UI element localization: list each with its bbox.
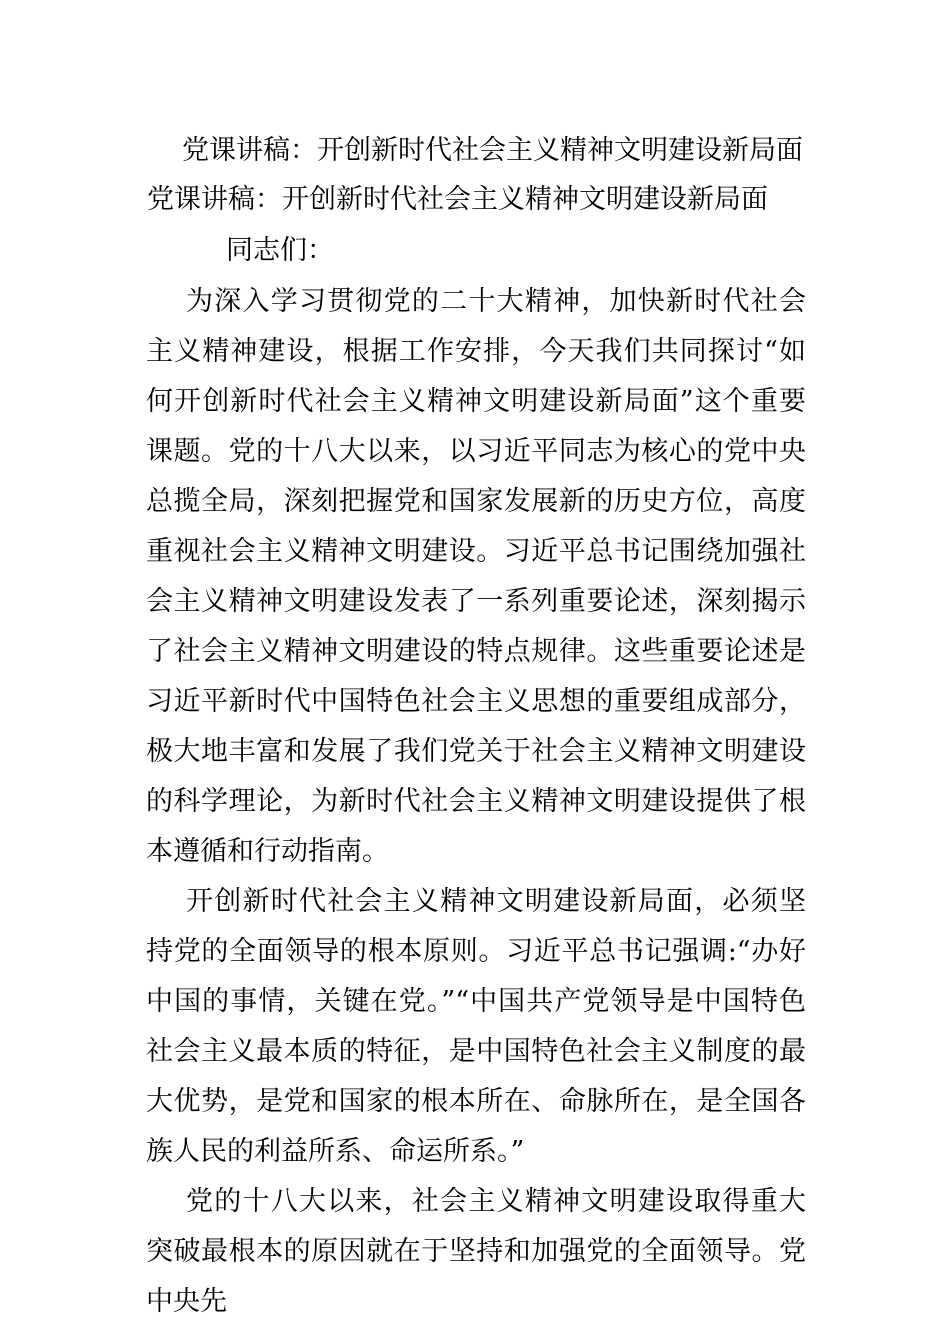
paragraph-2: 开创新时代社会主义精神文明建设新局面，必须坚持党的全面领导的根本原则。习近平总书记强调:“办好中国的事情，关键在党。”“中国共产党领导是中国特色社会主义最本质的特征，是中国特色社会主义制度的最大优势，是党和国家的根本所在、命脉所在，是全国各族人民的利益所系、命运所系。” bbox=[146, 886, 806, 1167]
paragraph-1: 为深入学习贯彻党的二十大精神，加快新时代社会主义精神建设，根据工作安排，今天我们共同探讨“如何开创新时代社会主义精神文明建设新局面”这个重要课题。党的十八大以来，以习近平同志为核心的党中央总揽全局，深刻把握党和国家发展新的历史方位，高度重视社会主义精神文明建设。习近平总书记围绕加强社会主义精神文明建设发表了一系列重要论述，深刻揭示了社会主义精神文明建设的特点规律。这些重要论述是习近平新时代中国特色社会主义思想的重要组成部分，极大地丰富和发展了我们党关于社会主义精神文明建设的科学理论，为新时代社会主义精神文明建设提供了根本遵循和行动指南。 bbox=[146, 286, 806, 867]
document-subtitle: 党课讲稿：开创新时代社会主义精神文明建设新局面 bbox=[147, 184, 768, 215]
document-body bbox=[146, 277, 806, 1327]
greeting: 同志们： bbox=[226, 235, 334, 266]
paragraph-3: 党的十八大以来，社会主义精神文明建设取得重大突破最根本的原因就在于坚持和加强党的全面领导。党中央先 bbox=[146, 1186, 806, 1317]
document-title: 党课讲稿：开创新时代社会主义精神文明建设新局面 bbox=[182, 135, 803, 166]
